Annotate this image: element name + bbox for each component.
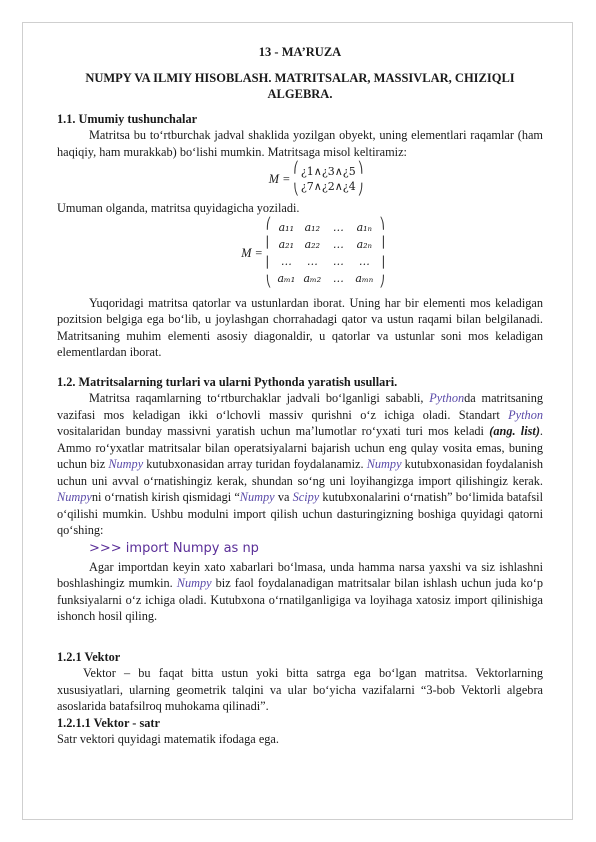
python-term: Python <box>429 391 465 405</box>
english-list-term: (ang. list) <box>489 424 540 438</box>
paragraph-general-form: Umuman olganda, matritsa quyidagicha yoziladi. <box>57 201 300 215</box>
document-body <box>57 44 543 748</box>
matrix-cell: aₘ₁ <box>277 271 296 285</box>
text-run: va <box>274 490 293 504</box>
matrix-cell: aₘ₂ <box>303 271 322 285</box>
matrix-cell: … <box>358 254 370 268</box>
left-paren: ⎛ ⎜ ⎜ ⎝ <box>265 217 272 289</box>
numpy-term: Numpy <box>239 490 275 504</box>
lecture-number: 13 - MA’RUZA <box>258 45 342 59</box>
text-run: Agar importdan keyin xato xabarlari bo‘lmasa, unda hamma narsa yaxshi va siz ishlashni boshlashingiz mumkin. <box>57 559 543 590</box>
matrix-cell: a₂₁ <box>278 237 294 251</box>
numpy-term: Numpy <box>108 457 144 471</box>
matrix-row-1: ¿1∧¿3∧¿5 <box>300 165 356 178</box>
text-run: kutubxonalarini o‘rnatish” bo‘limida batafsil o‘qilishi mumkin. Ushbu modulni import qilish uchun dasturingizning boshiga quyidagi qatorni qo‘shing: <box>57 490 543 537</box>
text-run: . Ammo ro‘yxatlar matritsalar bilan operatsiyalarni bajarish uchun eng qulay vosita emas, buning uchun biz <box>57 424 543 471</box>
matrix-cell: … <box>332 220 344 234</box>
text-run: kutubxonasidan array turidan foydalanamiz. <box>143 457 367 471</box>
code-import-line: >>> import Numpy as np <box>89 540 259 556</box>
matrix-general <box>83 219 543 289</box>
lecture-title: NUMPY VA ILMIY HISOBLASH. MATRITSALAR, MASSIVLAR, CHIZIQLI ALGEBRA. <box>85 70 515 101</box>
section-heading-1-2-1-1: 1.2.1.1 Vektor - satr <box>57 715 160 730</box>
matrix-cell: … <box>306 254 318 268</box>
matrix-row-2: ¿7∧¿2∧¿4 <box>300 180 356 193</box>
matrix-cell: a₁₂ <box>304 220 320 234</box>
numpy-term: Numpy <box>366 457 402 471</box>
text-run: vositalaridan bunday massivni yaratish uchun ma’lumotlar ro‘yxati turi mos keladi <box>57 424 490 438</box>
matrix-example <box>89 162 543 196</box>
paragraph-python-matrices <box>57 390 543 539</box>
numpy-term: Numpy <box>176 576 212 590</box>
section-heading-1-2-1: 1.2.1 Vektor <box>57 649 121 664</box>
matrix-grid <box>271 219 379 289</box>
matrix-cell: a₂ₙ <box>356 237 373 251</box>
python-term: Python <box>508 407 543 422</box>
matrix-body <box>293 164 363 194</box>
matrix-cell: … <box>332 271 344 285</box>
scipy-term: Scipy <box>292 490 320 504</box>
matrix-general-body <box>266 219 385 289</box>
text-run: biz faol foydalanadigan matritsalar bilan ishlash uchun juda ko‘p funksiyalarni o‘z ichiga oladi. Kutubxona o‘rnatilganligiga va loyihaga xatosiz import qilinishiga ishonch hosil qiling. <box>57 576 544 623</box>
matrix-cell: a₂₂ <box>304 237 320 251</box>
matrix-cell: aₘₙ <box>355 271 374 285</box>
text-run: da matritsaning vazifasi mos keladigan ikki o‘lchovli massiv qurishni o‘z ichiga oladi. Standart <box>57 391 543 422</box>
text-run: ni o‘rnatish kirish qismidagi “ <box>91 490 240 504</box>
matrix-rows <box>299 164 358 194</box>
matrix-general-label: M = <box>241 246 263 261</box>
matrix-cell: … <box>332 237 344 251</box>
section-heading-1-1: 1.1. Umumiy tushunchalar <box>57 111 198 126</box>
paragraph-row-vector: Satr vektori quyidagi matematik ifodaga ega. <box>57 732 279 746</box>
text-run: Matritsa raqamlarning to‘rtburchaklar jadvali bo‘lganligi sababli, <box>89 391 430 405</box>
numpy-term: Numpy <box>57 490 92 504</box>
matrix-label: M = <box>268 171 291 186</box>
right-paren: ⎞ ⎠ <box>357 162 364 196</box>
right-paren: ⎞ ⎟ ⎟ ⎠ <box>379 217 385 289</box>
spacer <box>57 361 543 374</box>
left-paren: ⎛ ⎝ <box>293 162 299 196</box>
paragraph-matrix-structure: Yuqoridagi matritsa qatorlar va ustunlardan iborat. Uning har bir elementi mos keladigan pozitsion belgiga ega bo‘lib, u joylashgan chorrahadagi qator va ustun raqami bilan belgilanadi. Matritsaning muhim elementi asosiy diagonaldir, u qatorlar va ustunlar soni mos keladigan elementlardan iborat. <box>57 295 543 359</box>
matrix-cell: … <box>280 254 292 268</box>
text-run: kutubxonasidan foydalanish uchun uni avval o‘rnatishingiz kerak, shundan so‘ng uni loyihangizga import qilishingiz kerak. <box>57 457 544 488</box>
matrix-cell: … <box>332 254 344 268</box>
paragraph-import-check <box>57 559 543 625</box>
section-heading-1-2: 1.2. Matritsalarning turlari va ularni Pythonda yaratish usullari. <box>57 374 398 389</box>
spacer <box>57 625 543 649</box>
matrix-cell: a₁ₙ <box>356 220 373 234</box>
matrix-cell: a₁₁ <box>278 220 294 234</box>
paragraph-vector-definition: Vektor – bu faqat bitta ustun yoki bitta satrga ega bo‘lgan matritsa. Vektorlarning xususiyatlari, ularning geometrik talqini va ular bo‘yicha vazifalarni “3-bob Vektorli algebra asoslarida batafsilroq muhokama qilinadi”. <box>57 666 543 713</box>
paragraph-matrix-definition: Matritsa bu to‘rtburchak jadval shaklida yozilgan obyekt, uning elementlari raqamlar (ham haqiqiy, ham murakkab) bo‘lishi mumkin. Matritsaga misol keltiramiz: <box>57 128 543 159</box>
